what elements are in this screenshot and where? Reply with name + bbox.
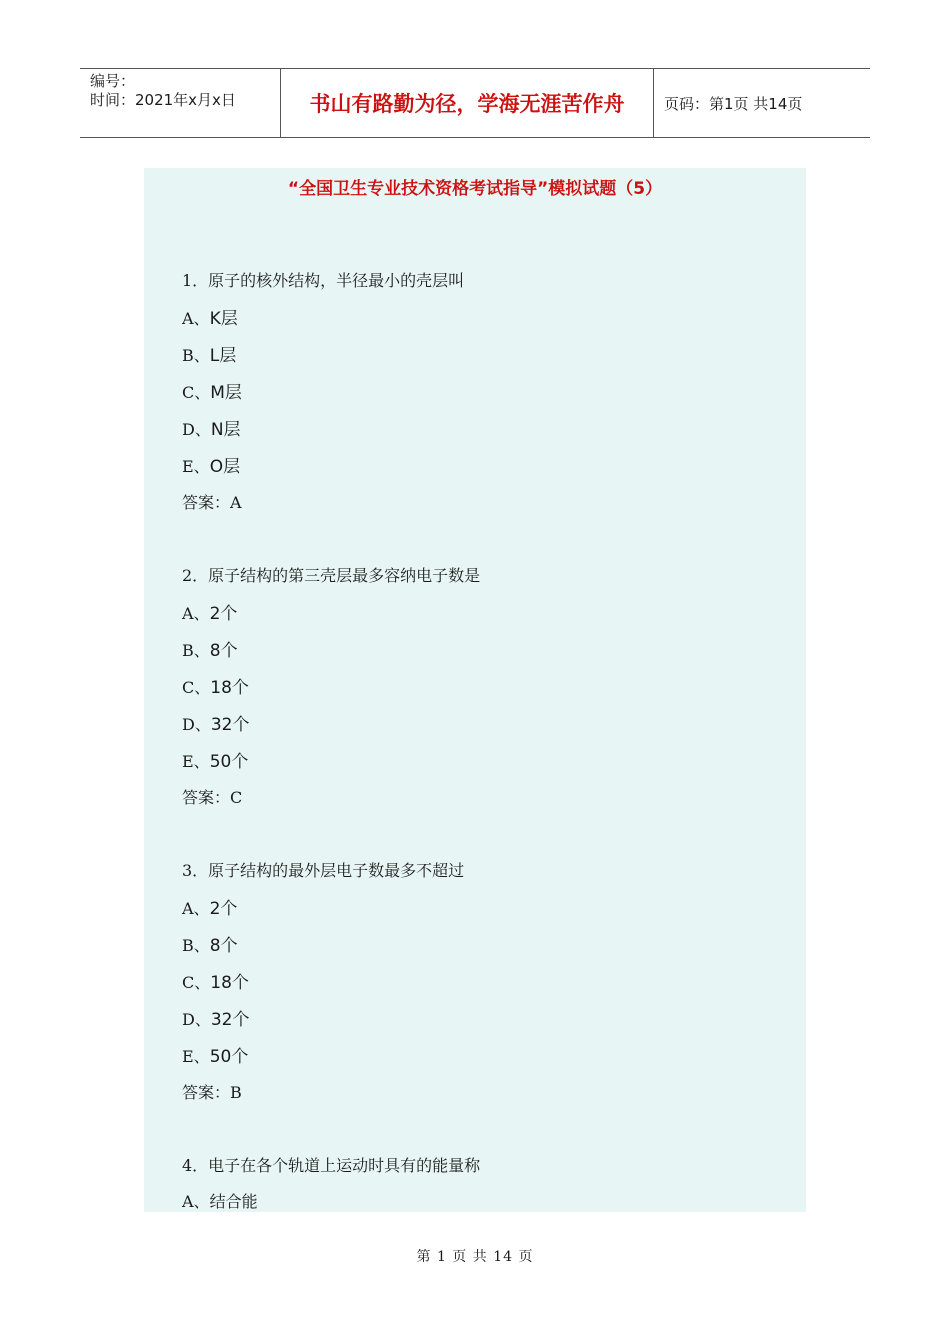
question-stem: 2．原子结构的第三壳层最多容纳电子数是 [182,566,481,585]
option-item: B、L层 [182,346,237,366]
option-item: A、结合能 [182,1192,258,1211]
option-item: E、50个 [182,1047,249,1067]
option-item: D、N层 [182,420,241,440]
option-item: D、32个 [182,715,250,735]
document-body [144,168,806,1212]
page-footer: 第 1 页 共 14 页 [416,1249,534,1265]
option-item: E、50个 [182,752,249,772]
answer-text: 答案：B [182,1083,242,1102]
header-meta [80,69,281,137]
option-item: B、8个 [182,936,238,956]
header-page-info: 页码：第1页 共14页 [664,94,803,113]
option-item: C、18个 [182,973,249,993]
option-item: A、2个 [182,899,238,919]
document-title: “全国卫生专业技术资格考试指导”模拟试题（5） [287,179,663,199]
option-item: B、8个 [182,641,238,661]
question-stem: 3．原子结构的最外层电子数最多不超过 [182,861,465,880]
option-item: A、2个 [182,604,238,624]
header-motto: 书山有路勤为径，学海无涯苦作舟 [281,69,654,137]
page-header [80,68,870,138]
question-stem: 4．电子在各个轨道上运动时具有的能量称 [182,1156,481,1175]
option-item: D、32个 [182,1010,250,1030]
option-item: C、18个 [182,678,249,698]
option-item: A、K层 [182,309,238,329]
option-item: E、O层 [182,457,241,477]
option-item: C、M层 [182,383,242,403]
answer-text: 答案：A [182,493,242,512]
answer-text: 答案：C [182,788,243,807]
question-stem: 1．原子的核外结构，半径最小的壳层叫 [182,271,465,290]
number-label: 编号： [90,72,136,90]
time-label: 时间：2021年x月x日 [90,91,236,109]
